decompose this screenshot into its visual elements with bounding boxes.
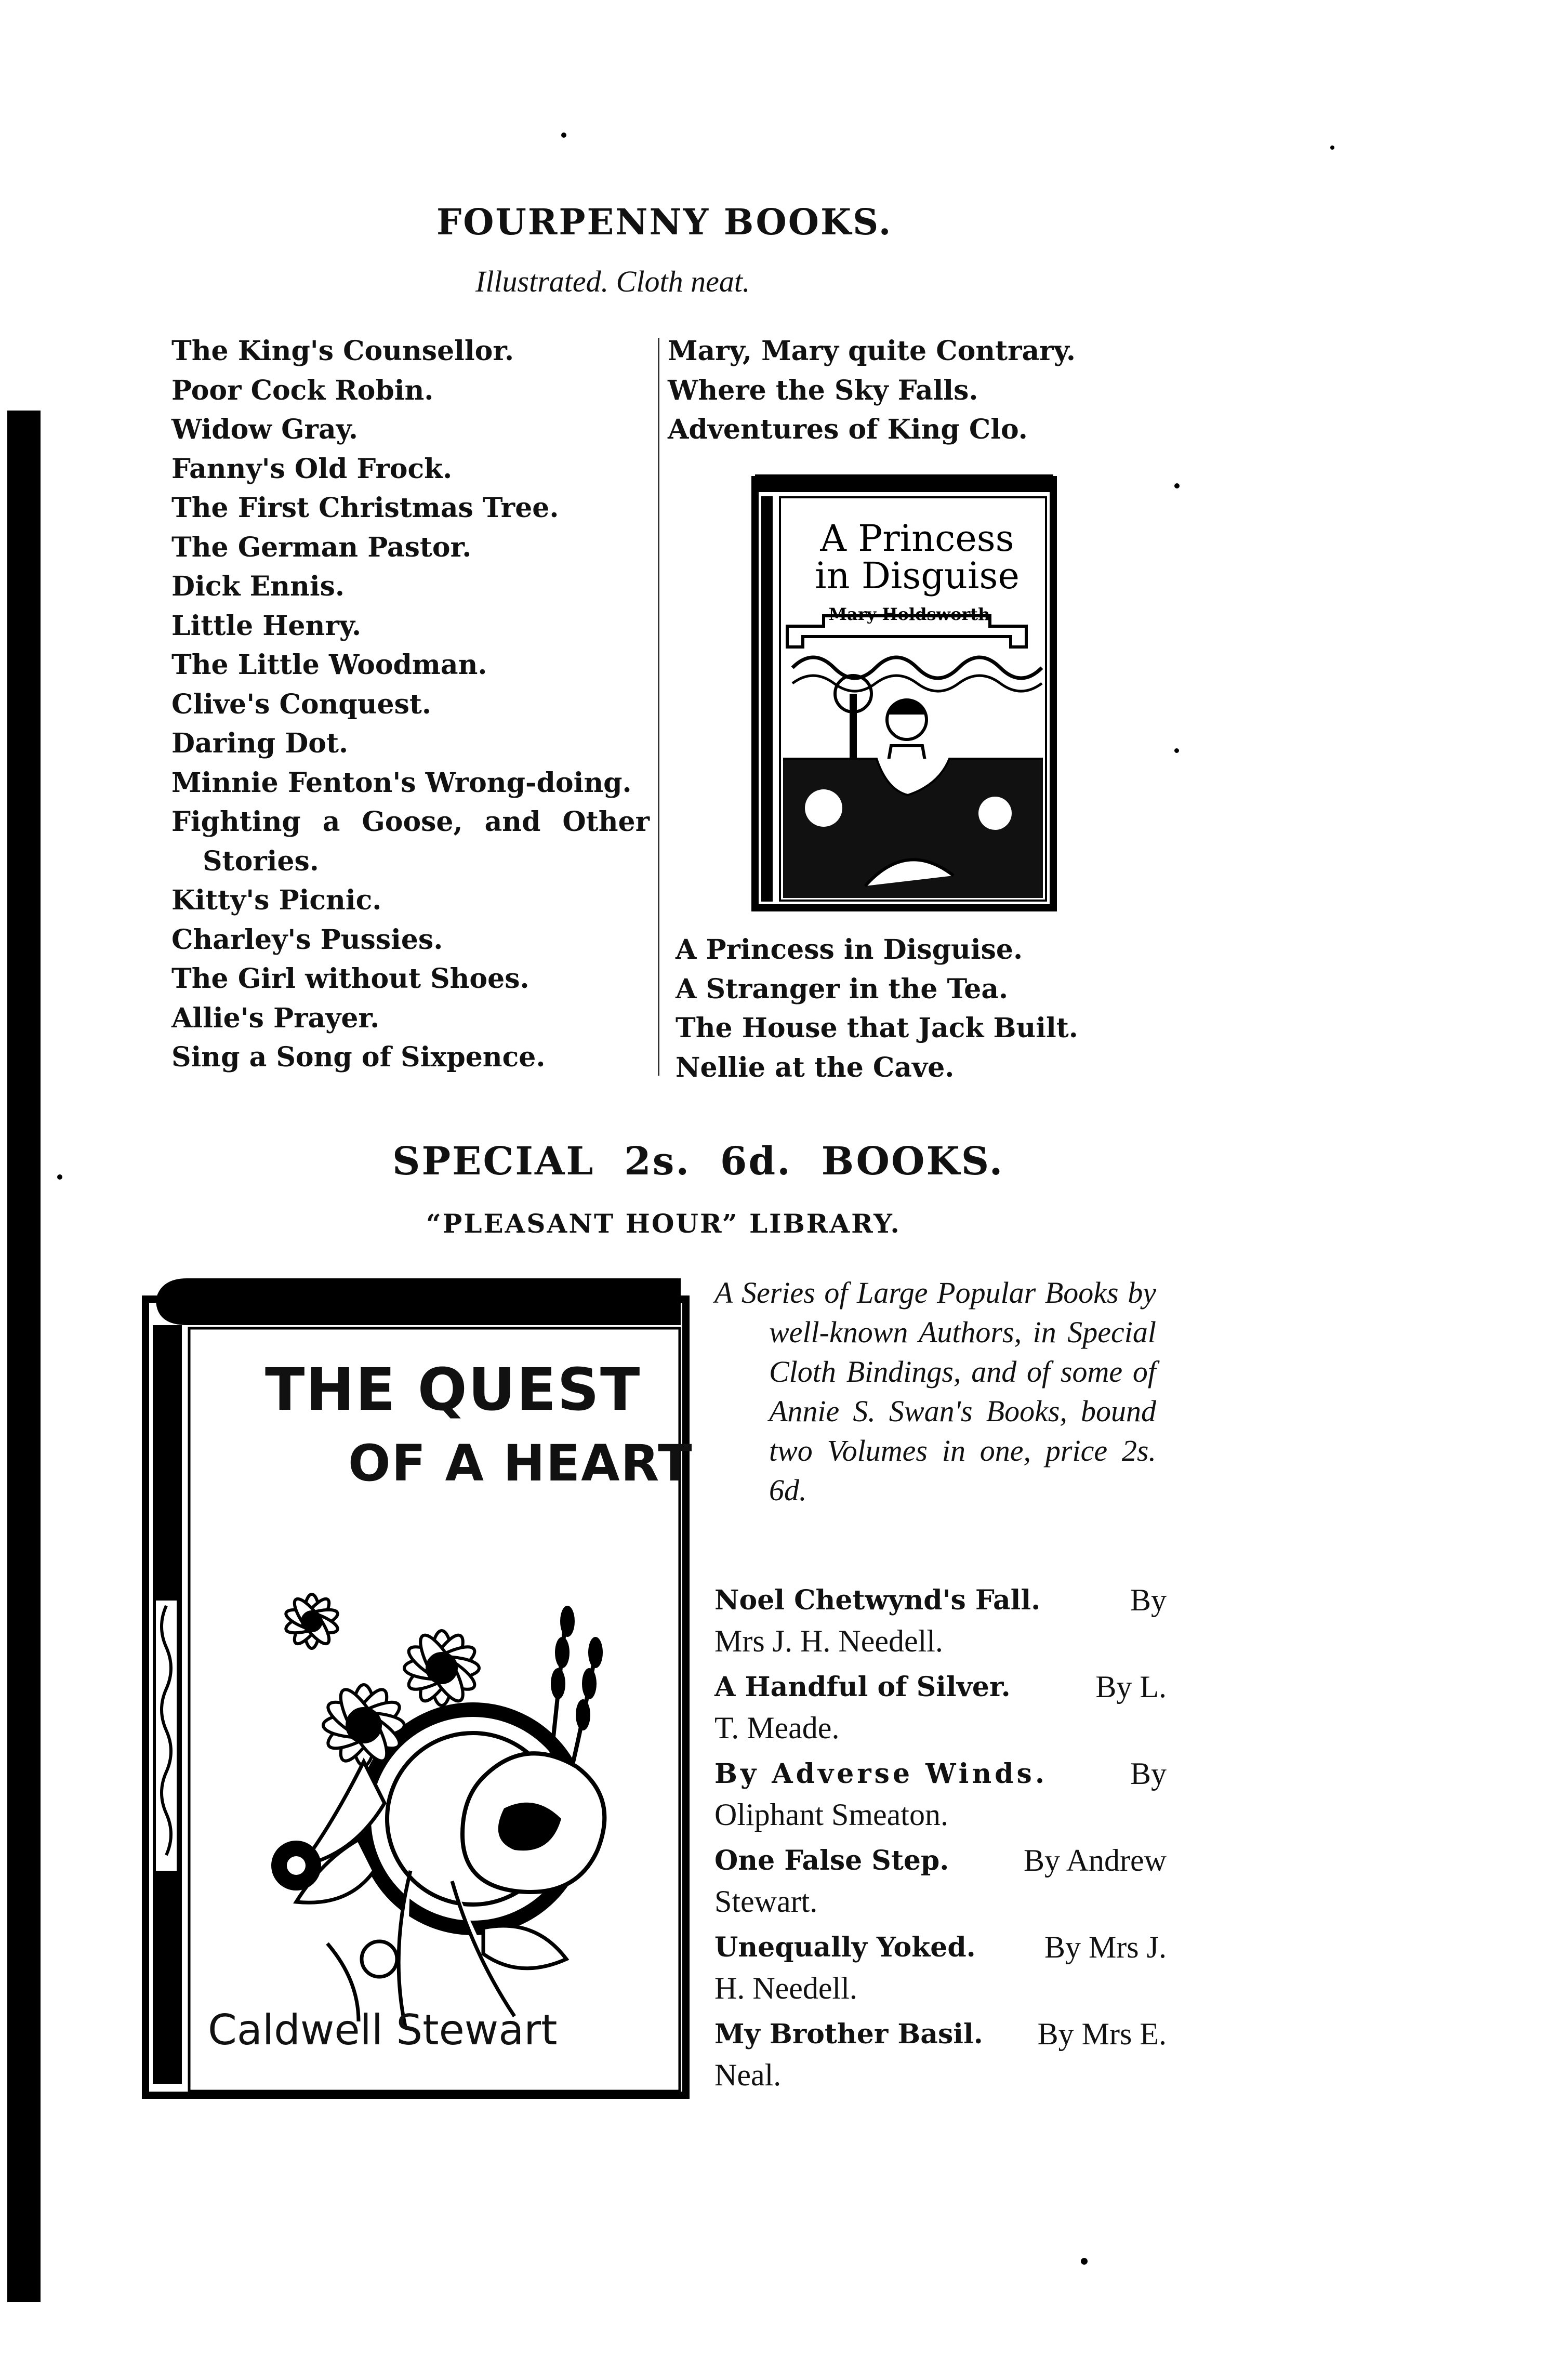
list-item: The House that Jack Built. [676,1012,1078,1044]
list-item [714,1927,1167,2009]
list-item: The German Pastor. [171,531,472,563]
list-item: Adventures of King Clo. [668,414,1028,445]
list-item: Kitty's Picnic. [171,884,382,916]
list-item: Mary, Mary quite Contrary. [668,335,1076,367]
book-by: By [1130,1583,1167,1617]
list-item: Minnie Fenton's Wrong-doing. [171,766,632,799]
list-item: Nellie at the Cave. [676,1051,955,1083]
list-item: Widow Gray. [171,414,358,445]
list-item: Charley's Pussies. [171,923,443,956]
book-by: By Mrs J. [1044,1930,1167,1964]
list-item [714,1753,1167,1835]
book-title: Unequally Yoked. [714,1932,976,1963]
cover-title-line1: THE QUEST [265,1356,641,1424]
book-author: Neal. [714,2058,782,2092]
list-item: Dick Ennis. [171,571,345,602]
list-item: The First Christmas Tree. [171,492,559,524]
section-subheading-fourpenny: Illustrated. Cloth neat. [475,265,750,298]
list-item: Poor Cock Robin. [171,374,434,406]
list-item: Little Henry. [171,610,362,642]
book-title: One False Step. [714,1845,949,1876]
book-author: Stewart. [714,1884,818,1919]
library-name: “PLEASANT HOUR” LIBRARY. [426,1208,901,1239]
print-speck [1174,483,1180,488]
cover-author: Mary Holdsworth [828,604,990,624]
book-author: Mrs J. H. Needell. [714,1624,943,1658]
series-description: A Series of Large Popular Books by well-known Authors, in Special Cloth Bindings, and of some of Annie S. Swan's Books, bound two Volumes in one, price 2s. 6d. [714,1276,1156,1507]
cover-title: A Princess in Disguise [815,517,1020,597]
list-item: Daring Dot. [171,728,349,759]
list-item: Where the Sky Falls. [668,374,978,406]
section-heading-special: SPECIAL 2s. 6d. BOOKS. [392,1139,1004,1184]
print-speck [1081,2258,1088,2265]
list-item: Clive's Conquest. [171,688,432,720]
list-item: The Little Woodman. [171,649,487,681]
list-item: The King's Counsellor. [171,335,514,367]
page-binding-edge [7,411,41,2302]
print-speck [1330,146,1334,150]
book-title: My Brother Basil. [714,2018,983,2050]
list-item: Sing a Song of Sixpence. [171,1041,546,1073]
book-by: By [1130,1756,1167,1791]
fourpenny-right-list-bottom [676,930,1143,1087]
list-item: The Girl without Shoes. [171,963,529,995]
quest-of-a-heart-cover [140,1278,691,2099]
print-speck [561,133,566,138]
fourpenny-left-list [171,332,650,1077]
list-item [714,2014,1167,2096]
cover-title-line2: OF A HEART [348,1434,693,1492]
book-title: Noel Chetwynd's Fall. [714,1584,1041,1616]
list-item: Fanny's Old Frock. [171,453,453,485]
book-by: By Mrs E. [1037,2017,1167,2051]
section-heading-fourpenny: FOURPENNY BOOKS. [436,202,893,243]
column-divider [658,338,659,1076]
list-item: Fighting a Goose, and Other Stories. [171,806,650,877]
book-author: H. Needell. [714,1971,857,2005]
special-book-list [714,1580,1167,2100]
print-speck [1174,748,1179,753]
cover-author: Caldwell Stewart [208,2006,558,2054]
list-item [714,1667,1167,1749]
princess-in-disguise-cover [751,470,1057,912]
book-author: Oliphant Smeaton. [714,1797,948,1832]
book-by: By L. [1095,1670,1167,1704]
list-item [714,1840,1167,1922]
list-item [714,1580,1167,1662]
print-speck [57,1174,62,1180]
list-item: Allie's Prayer. [171,1002,380,1034]
book-title: By Adverse Winds. [714,1758,1048,1790]
book-author: T. Meade. [714,1711,840,1745]
book-title: A Handful of Silver. [714,1671,1011,1703]
list-item: A Princess in Disguise. [676,934,1023,966]
book-by: By Andrew [1024,1843,1167,1877]
list-item: A Stranger in the Tea. [676,973,1009,1005]
fourpenny-right-list-top [668,332,1135,449]
